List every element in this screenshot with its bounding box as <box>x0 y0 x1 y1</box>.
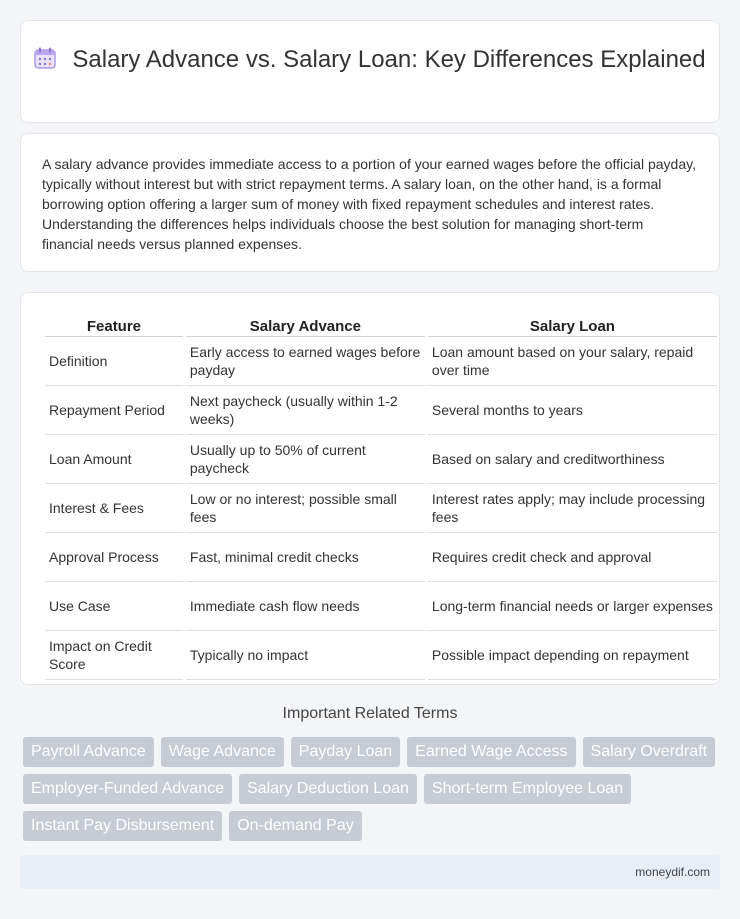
page-title-wrap <box>21 45 719 74</box>
feature-cell: Definition <box>45 337 183 386</box>
tag-short-term-employee-loan[interactable]: Short-term Employee Loan <box>424 774 631 804</box>
comparison-table-card <box>20 292 720 685</box>
salary-loan-cell: Based on salary and creditworthiness <box>428 435 717 484</box>
table-row <box>45 386 717 435</box>
feature-cell: Loan Amount <box>45 435 183 484</box>
related-terms-heading: Important Related Terms <box>282 705 458 722</box>
related-terms-list <box>23 737 723 841</box>
tag-employer-funded-advance[interactable]: Employer-Funded Advance <box>23 774 232 804</box>
salary-advance-cell: Fast, minimal credit checks <box>186 533 425 582</box>
calendar-icon <box>34 47 56 69</box>
footer <box>20 855 720 889</box>
header-salary-loan: Salary Loan <box>428 317 717 337</box>
salary-loan-cell: Requires credit check and approval <box>428 533 717 582</box>
table-header-row <box>45 317 717 337</box>
tag-instant-pay-disbursement[interactable]: Instant Pay Disbursement <box>23 811 222 841</box>
tag-wage-advance[interactable]: Wage Advance <box>161 737 284 767</box>
table-row <box>45 484 717 533</box>
comparison-table <box>42 317 720 680</box>
tag-salary-deduction-loan[interactable]: Salary Deduction Loan <box>239 774 417 804</box>
feature-cell: Repayment Period <box>45 386 183 435</box>
salary-advance-cell: Low or no interest; possible small fees <box>186 484 425 533</box>
table-row <box>45 533 717 582</box>
feature-cell: Approval Process <box>45 533 183 582</box>
tag-payday-loan[interactable]: Payday Loan <box>291 737 400 767</box>
salary-loan-cell: Several months to years <box>428 386 717 435</box>
table-row <box>45 435 717 484</box>
header-salary-advance: Salary Advance <box>186 317 425 337</box>
page-title: Salary Advance vs. Salary Loan: Key Differences Explained <box>72 46 706 73</box>
salary-advance-cell: Immediate cash flow needs <box>186 582 425 631</box>
title-card <box>20 20 720 123</box>
salary-loan-cell: Loan amount based on your salary, repaid over time <box>428 337 717 386</box>
feature-cell: Use Case <box>45 582 183 631</box>
footer-site-link[interactable]: moneydif.com <box>635 865 710 879</box>
tag-salary-overdraft[interactable]: Salary Overdraft <box>583 737 715 767</box>
intro-paragraph: A salary advance provides immediate access to a portion of your earned wages before the official payday, typically without interest but with strict repayment terms. A salary loan, on the other hand, is a formal borrowing option offering a larger sum of money with fixed repayment schedules and interest rates. Understanding the differences helps individuals choose the best solution for managing short-term financial needs versus planned expenses. <box>42 156 696 252</box>
table-row <box>45 337 717 386</box>
header-feature: Feature <box>45 317 183 337</box>
salary-advance-cell: Next paycheck (usually within 1-2 weeks) <box>186 386 425 435</box>
tag-on-demand-pay[interactable]: On-demand Pay <box>229 811 362 841</box>
salary-loan-cell: Possible impact depending on repayment <box>428 631 717 680</box>
salary-advance-cell: Typically no impact <box>186 631 425 680</box>
tag-earned-wage-access[interactable]: Earned Wage Access <box>407 737 575 767</box>
tag-payroll-advance[interactable]: Payroll Advance <box>23 737 154 767</box>
salary-advance-cell: Early access to earned wages before payday <box>186 337 425 386</box>
salary-advance-cell: Usually up to 50% of current paycheck <box>186 435 425 484</box>
feature-cell: Impact on Credit Score <box>45 631 183 680</box>
salary-loan-cell: Long-term financial needs or larger expenses <box>428 582 717 631</box>
salary-loan-cell: Interest rates apply; may include processing fees <box>428 484 717 533</box>
intro-card <box>20 133 720 272</box>
table-row <box>45 582 717 631</box>
feature-cell: Interest & Fees <box>45 484 183 533</box>
table-row <box>45 631 717 680</box>
